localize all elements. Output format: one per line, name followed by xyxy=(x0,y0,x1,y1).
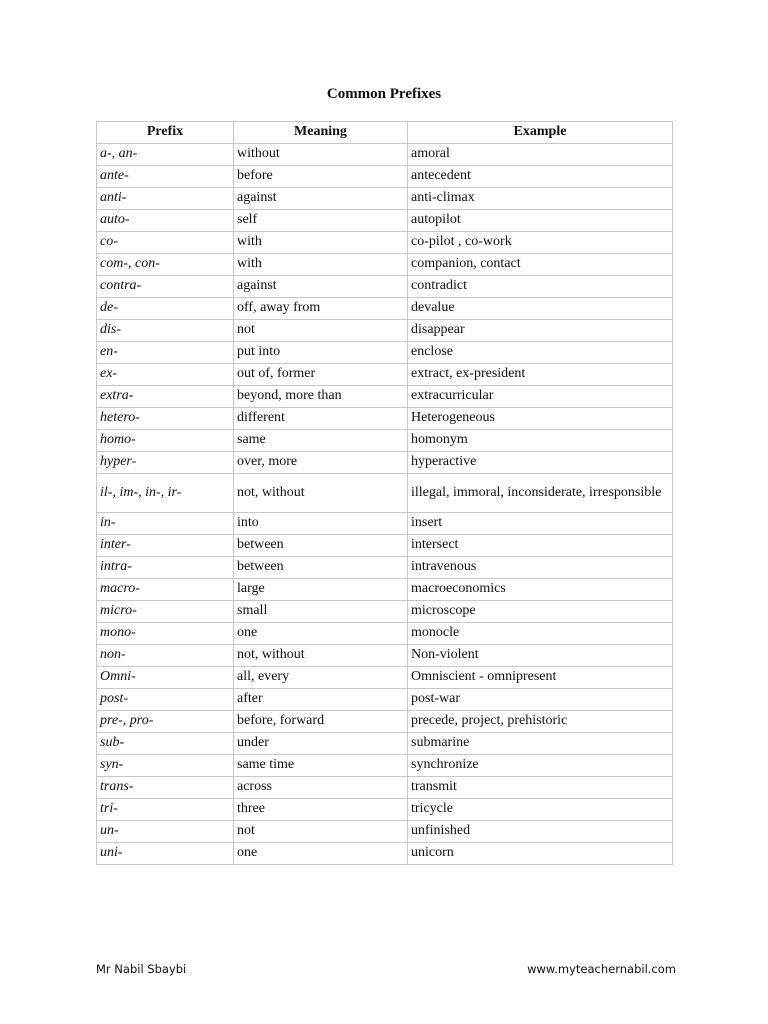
meaning-cell: over, more xyxy=(234,452,408,474)
meaning-cell: different xyxy=(234,408,408,430)
prefix-cell: un- xyxy=(97,821,234,843)
example-cell: extract, ex-president xyxy=(408,364,673,386)
example-cell: anti-climax xyxy=(408,188,673,210)
meaning-cell: against xyxy=(234,276,408,298)
prefix-table xyxy=(96,121,673,865)
prefix-cell: in- xyxy=(97,513,234,535)
meaning-cell: between xyxy=(234,535,408,557)
meaning-cell: three xyxy=(234,799,408,821)
example-cell: synchronize xyxy=(408,755,673,777)
meaning-cell: same xyxy=(234,430,408,452)
example-cell: autopilot xyxy=(408,210,673,232)
table-row xyxy=(97,667,673,689)
example-cell: precede, project, prehistoric xyxy=(408,711,673,733)
meaning-cell: without xyxy=(234,144,408,166)
prefix-cell: hyper- xyxy=(97,452,234,474)
meaning-cell: under xyxy=(234,733,408,755)
prefix-cell: uni- xyxy=(97,843,234,865)
example-cell: illegal, immoral, inconsiderate, irresponsible xyxy=(408,474,673,513)
meaning-cell: off, away from xyxy=(234,298,408,320)
table-row xyxy=(97,386,673,408)
prefix-cell: en- xyxy=(97,342,234,364)
table-row xyxy=(97,188,673,210)
example-cell: companion, contact xyxy=(408,254,673,276)
meaning-cell: after xyxy=(234,689,408,711)
prefix-cell: homo- xyxy=(97,430,234,452)
meaning-cell: not, without xyxy=(234,474,408,513)
example-cell: homonym xyxy=(408,430,673,452)
meaning-cell: not xyxy=(234,821,408,843)
table-header-row xyxy=(97,122,673,144)
table-row xyxy=(97,364,673,386)
table-row xyxy=(97,579,673,601)
table-row xyxy=(97,298,673,320)
table-row xyxy=(97,623,673,645)
prefix-cell: post- xyxy=(97,689,234,711)
meaning-cell: against xyxy=(234,188,408,210)
meaning-cell: into xyxy=(234,513,408,535)
example-cell: unfinished xyxy=(408,821,673,843)
example-cell: unicorn xyxy=(408,843,673,865)
prefix-cell: syn- xyxy=(97,755,234,777)
prefix-cell: sub- xyxy=(97,733,234,755)
meaning-cell: not xyxy=(234,320,408,342)
table-row xyxy=(97,276,673,298)
column-header-prefix: Prefix xyxy=(97,122,234,144)
table-row xyxy=(97,711,673,733)
meaning-cell: one xyxy=(234,623,408,645)
example-cell: post-war xyxy=(408,689,673,711)
table-row xyxy=(97,799,673,821)
table-row xyxy=(97,843,673,865)
prefix-cell: com-, con- xyxy=(97,254,234,276)
table-row xyxy=(97,320,673,342)
meaning-cell: beyond, more than xyxy=(234,386,408,408)
example-cell: intersect xyxy=(408,535,673,557)
example-cell: insert xyxy=(408,513,673,535)
meaning-cell: large xyxy=(234,579,408,601)
table-row xyxy=(97,733,673,755)
table-body xyxy=(97,144,673,865)
example-cell: hyperactive xyxy=(408,452,673,474)
example-cell: contradict xyxy=(408,276,673,298)
prefix-cell: il-, im-, in-, ir- xyxy=(97,474,234,513)
meaning-cell: before, forward xyxy=(234,711,408,733)
table-row xyxy=(97,232,673,254)
prefix-cell: co- xyxy=(97,232,234,254)
table-row xyxy=(97,689,673,711)
meaning-cell: before xyxy=(234,166,408,188)
example-cell: transmit xyxy=(408,777,673,799)
table-row xyxy=(97,821,673,843)
prefix-cell: trans- xyxy=(97,777,234,799)
meaning-cell: with xyxy=(234,254,408,276)
table-row xyxy=(97,535,673,557)
prefix-cell: a-, an- xyxy=(97,144,234,166)
meaning-cell: self xyxy=(234,210,408,232)
prefix-cell: non- xyxy=(97,645,234,667)
example-cell: tricycle xyxy=(408,799,673,821)
example-cell: macroeconomics xyxy=(408,579,673,601)
meaning-cell: one xyxy=(234,843,408,865)
prefix-cell: Omni- xyxy=(97,667,234,689)
page-title: Common Prefixes xyxy=(326,86,442,102)
column-header-example: Example xyxy=(408,122,673,144)
meaning-cell: small xyxy=(234,601,408,623)
example-cell: co-pilot , co-work xyxy=(408,232,673,254)
table-row xyxy=(97,342,673,364)
prefix-cell: extra- xyxy=(97,386,234,408)
table-row xyxy=(97,452,673,474)
example-cell: disappear xyxy=(408,320,673,342)
prefix-cell: contra- xyxy=(97,276,234,298)
footer-author: Mr Nabil Sbaybi xyxy=(96,962,187,976)
prefix-cell: de- xyxy=(97,298,234,320)
meaning-cell: same time xyxy=(234,755,408,777)
table-row xyxy=(97,166,673,188)
example-cell: enclose xyxy=(408,342,673,364)
meaning-cell: out of, former xyxy=(234,364,408,386)
example-cell: Omniscient - omnipresent xyxy=(408,667,673,689)
prefix-cell: hetero- xyxy=(97,408,234,430)
example-cell: submarine xyxy=(408,733,673,755)
example-cell: monocle xyxy=(408,623,673,645)
table-row xyxy=(97,557,673,579)
example-cell: amoral xyxy=(408,144,673,166)
table-row xyxy=(97,601,673,623)
column-header-meaning: Meaning xyxy=(234,122,408,144)
table-row xyxy=(97,474,673,513)
example-cell: Non-violent xyxy=(408,645,673,667)
table-row xyxy=(97,408,673,430)
table-row xyxy=(97,755,673,777)
example-cell: intravenous xyxy=(408,557,673,579)
prefix-cell: macro- xyxy=(97,579,234,601)
prefix-cell: inter- xyxy=(97,535,234,557)
table-row xyxy=(97,777,673,799)
table-row xyxy=(97,210,673,232)
table-row xyxy=(97,645,673,667)
prefix-cell: ex- xyxy=(97,364,234,386)
meaning-cell: all, every xyxy=(234,667,408,689)
footer-website: www.myteachernabil.com xyxy=(527,962,676,976)
table-row xyxy=(97,254,673,276)
prefix-cell: dis- xyxy=(97,320,234,342)
prefix-cell: micro- xyxy=(97,601,234,623)
meaning-cell: with xyxy=(234,232,408,254)
prefix-cell: intra- xyxy=(97,557,234,579)
example-cell: microscope xyxy=(408,601,673,623)
table-row xyxy=(97,430,673,452)
example-cell: devalue xyxy=(408,298,673,320)
table-row xyxy=(97,144,673,166)
prefix-cell: mono- xyxy=(97,623,234,645)
prefix-cell: pre-, pro- xyxy=(97,711,234,733)
example-cell: antecedent xyxy=(408,166,673,188)
example-cell: Heterogeneous xyxy=(408,408,673,430)
example-cell: extracurricular xyxy=(408,386,673,408)
prefix-cell: anti- xyxy=(97,188,234,210)
meaning-cell: across xyxy=(234,777,408,799)
meaning-cell: between xyxy=(234,557,408,579)
prefix-cell: auto- xyxy=(97,210,234,232)
prefix-cell: ante- xyxy=(97,166,234,188)
meaning-cell: not, without xyxy=(234,645,408,667)
prefix-cell: tri- xyxy=(97,799,234,821)
table-row xyxy=(97,513,673,535)
meaning-cell: put into xyxy=(234,342,408,364)
